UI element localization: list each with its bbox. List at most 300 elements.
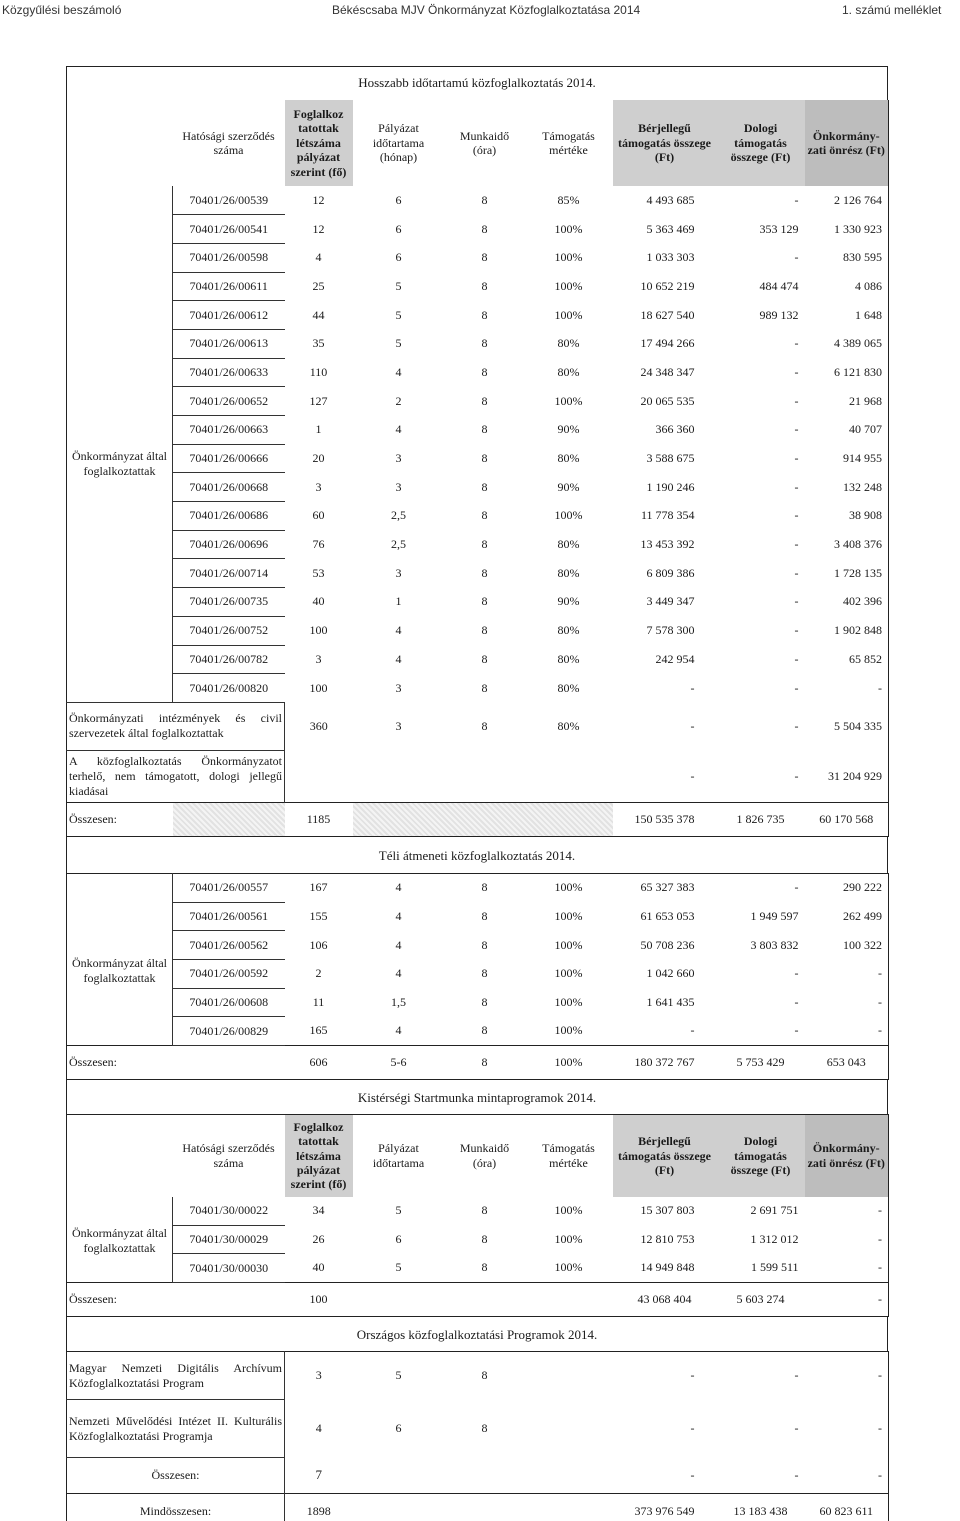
s1-wage: 3 449 347 [646, 594, 695, 609]
section3-total-wage: 43 068 404 [613, 1283, 717, 1317]
s2-rate: 100% [554, 966, 583, 981]
inst-wage: - [690, 718, 695, 733]
s1-wage: 242 954 [655, 651, 695, 666]
s1-contract-id: 70401/26/00820 [173, 674, 285, 703]
s1-wage: 17 494 266 [640, 336, 695, 351]
grand-total-wage: 373 976 549 [634, 1504, 695, 1519]
s1-material: - [794, 680, 799, 695]
s3-hours: 8 [481, 1203, 488, 1218]
s1-material: 989 132 [759, 307, 799, 322]
s1-row [67, 272, 889, 301]
s2-wage: 61 653 053 [640, 908, 695, 923]
s1-row [67, 215, 889, 244]
s2-headcount: 165 [309, 1023, 328, 1038]
grand-total-headcount: 1898 [306, 1504, 331, 1519]
section1-table [66, 100, 889, 837]
s1-own: 2 126 764 [834, 192, 882, 207]
s1-group-label: Önkormányzat által foglalkoztattak [67, 186, 173, 702]
grand-total-label: Mindösszesen: [67, 1494, 285, 1521]
s1-row [67, 559, 889, 588]
s2-contract-id: 70401/26/00561 [173, 902, 285, 931]
s1-hours: 8 [481, 651, 488, 666]
s2-own: 100 322 [843, 937, 882, 952]
s1-rate: 80% [557, 565, 580, 580]
section1-title: Hosszabb időtartamú közfoglalkoztatás 2014. [66, 66, 888, 100]
program-1-wage: - [690, 1368, 695, 1383]
s1-material: - [794, 594, 799, 609]
section2-total-duration: 5-6 [353, 1046, 445, 1080]
s1-duration: 4 [395, 623, 402, 638]
s1-rate: 80% [557, 336, 580, 351]
s1-wage: 6 809 386 [646, 565, 695, 580]
s1-contract-id: 70401/26/00752 [173, 616, 285, 645]
s1-rate: 80% [557, 651, 580, 666]
s3-wage: 15 307 803 [640, 1203, 695, 1218]
s1-hours: 8 [481, 336, 488, 351]
s3-row [67, 1197, 889, 1226]
s1-hours: 8 [481, 565, 488, 580]
inst-material: - [794, 718, 799, 733]
s2-hours: 8 [481, 908, 488, 923]
section3-total-label: Összesen: [67, 1283, 173, 1317]
section2-total-rate: 100% [525, 1046, 613, 1080]
s1-headcount: 12 [312, 192, 325, 207]
s1-rate: 80% [557, 364, 580, 379]
s1-hours: 8 [481, 537, 488, 552]
program-2-label: Nemzeti Művelődési Intézet II. Kulturális Közfoglalkoztatási Programja [67, 1400, 285, 1458]
cost-own: 31 204 929 [828, 768, 882, 783]
s1-hours: 8 [481, 680, 488, 695]
s3-own: - [878, 1260, 882, 1275]
s2-wage: 1 641 435 [646, 994, 695, 1009]
s1-hours: 8 [481, 221, 488, 236]
inst-hours: 8 [481, 718, 488, 733]
s1-hours: 8 [481, 393, 488, 408]
s1-row [67, 387, 889, 416]
section2-total-label: Összesen: [67, 1046, 173, 1080]
s2-own: - [878, 1023, 882, 1038]
s3-group-label: Önkormányzat által foglalkoztattak [67, 1197, 173, 1283]
s2-duration: 4 [395, 908, 402, 923]
s2-material: 3 803 832 [750, 937, 799, 952]
cost-label: A közfoglalkoztatás Önkormányzatot terhelő, nem támogatott, dologi jellegű kiadásai [67, 750, 285, 802]
s1-material: - [794, 336, 799, 351]
section2-total-own: 653 043 [805, 1046, 889, 1080]
s1-duration: 2,5 [391, 537, 406, 552]
s1-material: 484 474 [759, 278, 799, 293]
s1-rate: 100% [554, 307, 583, 322]
section2-title: Téli átmeneti közfoglalkoztatás 2014. [66, 837, 888, 873]
inst-label: Önkormányzati intézmények és civil szervezetek által foglalkoztattak [67, 702, 285, 750]
s1-rate: 80% [557, 451, 580, 466]
s2-duration: 4 [395, 880, 402, 895]
s1-material: 353 129 [759, 221, 799, 236]
empty-corner [67, 100, 173, 186]
s3-headcount: 34 [312, 1203, 325, 1218]
s1-own: 132 248 [843, 479, 882, 494]
s1-duration: 5 [395, 307, 402, 322]
s1-own: 4 389 065 [834, 336, 882, 351]
inst-rate: 80% [557, 718, 580, 733]
s2-contract-id: 70401/26/00608 [173, 988, 285, 1017]
s1-rate: 100% [554, 250, 583, 265]
s1-headcount: 4 [315, 250, 322, 265]
s1-duration: 2 [395, 393, 402, 408]
s2-own: - [878, 994, 882, 1009]
s2-headcount: 11 [312, 994, 325, 1009]
s1-contract-id: 70401/26/00598 [173, 243, 285, 272]
s2-row [67, 1017, 889, 1046]
program-1-headcount: 3 [315, 1368, 322, 1383]
col3-material: Dologi támogatás összege (Ft) [717, 1115, 805, 1197]
s1-material: - [794, 250, 799, 265]
s2-row [67, 931, 889, 960]
s1-material: - [794, 651, 799, 666]
s1-row [67, 530, 889, 559]
col-contract: Hatósági szerződés száma [182, 128, 275, 157]
s1-wage: 1 190 246 [646, 479, 695, 494]
section4-total-own: - [878, 1467, 882, 1482]
grand-total-own: 60 823 611 [819, 1504, 874, 1519]
s1-row [67, 616, 889, 645]
s3-rate: 100% [554, 1232, 583, 1247]
s1-duration: 4 [395, 422, 402, 437]
s1-material: - [794, 508, 799, 523]
s1-wage: 3 588 675 [646, 451, 695, 466]
s3-headcount: 26 [312, 1232, 325, 1247]
s1-own: 914 955 [843, 451, 882, 466]
page-header [0, 0, 960, 22]
s1-own: 3 408 376 [834, 537, 882, 552]
s1-contract-id: 70401/26/00663 [173, 416, 285, 445]
s1-contract-id: 70401/26/00541 [173, 215, 285, 244]
s2-row [67, 902, 889, 931]
s1-row [67, 588, 889, 617]
s1-own: 21 968 [849, 393, 882, 408]
s3-rate: 100% [554, 1260, 583, 1275]
col3-contract: Hatósági szerződés száma [182, 1141, 275, 1170]
header-left: Közgyűlési beszámoló [2, 3, 122, 17]
s1-wage: 4 493 685 [646, 192, 695, 207]
s3-material: 2 691 751 [750, 1203, 799, 1218]
s1-wage: 10 652 219 [640, 278, 695, 293]
section3-total-own: - [805, 1283, 889, 1317]
grand-total-row [67, 1494, 889, 1521]
s1-rate: 80% [557, 537, 580, 552]
s1-hours: 8 [481, 479, 488, 494]
grand-total-material: 13 183 438 [733, 1504, 788, 1519]
s1-headcount: 3 [315, 479, 322, 494]
s2-group-label: Önkormányzat által foglalkoztattak [67, 873, 173, 1045]
s2-rate: 100% [554, 994, 583, 1009]
s1-duration: 3 [395, 479, 402, 494]
s2-hours: 8 [481, 1023, 488, 1038]
section1-total-own: 60 170 568 [805, 802, 889, 836]
s2-hours: 8 [481, 880, 488, 895]
s1-wage: 13 453 392 [640, 537, 695, 552]
program-2-own: - [878, 1421, 882, 1436]
s1-rate: 100% [554, 508, 583, 523]
section4-table [66, 1351, 889, 1521]
s1-hours: 8 [481, 451, 488, 466]
s1-hours: 8 [481, 278, 488, 293]
s1-duration: 1 [395, 594, 402, 609]
s3-duration: 5 [395, 1203, 402, 1218]
s2-rate: 100% [554, 1023, 583, 1038]
s1-material: - [794, 451, 799, 466]
s2-wage: 1 042 660 [646, 966, 695, 981]
s1-headcount: 1 [315, 422, 322, 437]
section1-total-wage: 150 535 378 [613, 802, 717, 836]
s3-headcount: 40 [312, 1260, 325, 1275]
s1-material: - [794, 623, 799, 638]
s3-duration: 6 [395, 1232, 402, 1247]
section1-header-row [67, 100, 889, 186]
section2-total-material: 5 753 429 [717, 1046, 805, 1080]
program-1-label: Magyar Nemzeti Digitális Archívum Közfoglalkoztatási Program [67, 1352, 285, 1400]
s3-hours: 8 [481, 1232, 488, 1247]
s1-row [67, 243, 889, 272]
s1-row [67, 444, 889, 473]
program-row-2 [67, 1400, 889, 1458]
col3-duration: Pályázat időtartama [372, 1141, 425, 1170]
s1-rate: 90% [557, 594, 580, 609]
section4-total-row [67, 1458, 889, 1494]
s2-headcount: 167 [309, 880, 328, 895]
s1-material: - [794, 393, 799, 408]
s2-contract-id: 70401/26/00557 [173, 873, 285, 902]
s1-headcount: 60 [312, 508, 325, 523]
s1-duration: 5 [395, 336, 402, 351]
section4-total-label: Összesen: [67, 1458, 285, 1494]
s1-rate: 100% [554, 221, 583, 236]
s1-duration: 3 [395, 680, 402, 695]
s3-own: - [878, 1232, 882, 1247]
section4-total-wage: - [690, 1467, 695, 1482]
program-1-own: - [878, 1368, 882, 1383]
s2-wage: - [690, 1023, 695, 1038]
s3-material: 1 312 012 [750, 1232, 799, 1247]
s1-wage: 366 360 [655, 422, 695, 437]
s3-duration: 5 [395, 1260, 402, 1275]
s1-wage: 24 348 347 [640, 364, 695, 379]
section3-total-headcount: 100 [285, 1283, 353, 1317]
s1-material: - [794, 422, 799, 437]
s1-wage: 5 363 469 [646, 221, 695, 236]
report-table [66, 66, 888, 1521]
s1-row [67, 358, 889, 387]
s1-own: 830 595 [843, 250, 882, 265]
s1-row [67, 645, 889, 674]
s1-contract-id: 70401/26/00666 [173, 444, 285, 473]
inst-duration: 3 [395, 718, 402, 733]
section3-table [66, 1114, 889, 1317]
s1-rate: 100% [554, 278, 583, 293]
s1-hours: 8 [481, 250, 488, 265]
section3-total-material: 5 603 274 [717, 1283, 805, 1317]
s3-row [67, 1254, 889, 1283]
s1-row [67, 301, 889, 330]
s1-duration: 6 [395, 192, 402, 207]
program-1-duration: 5 [395, 1368, 402, 1383]
s1-material: - [794, 479, 799, 494]
s1-row [67, 186, 889, 215]
section4-total-material: - [794, 1467, 799, 1482]
s1-wage: 18 627 540 [640, 307, 695, 322]
s1-headcount: 110 [309, 364, 328, 379]
s2-contract-id: 70401/26/00562 [173, 931, 285, 960]
col-duration: Pályázat időtartama (hónap) [372, 121, 425, 165]
section2-total-row [67, 1046, 889, 1080]
section4-title: Országos közfoglalkoztatási Programok 2014. [66, 1317, 888, 1351]
s2-rate: 100% [554, 937, 583, 952]
s1-contract-id: 70401/26/00686 [173, 502, 285, 531]
s1-rate: 80% [557, 623, 580, 638]
s1-duration: 6 [395, 250, 402, 265]
s2-own: 290 222 [843, 880, 882, 895]
s2-own: - [878, 966, 882, 981]
s1-contract-id: 70401/26/00612 [173, 301, 285, 330]
s1-headcount: 53 [312, 565, 325, 580]
s1-duration: 4 [395, 651, 402, 666]
s2-duration: 4 [395, 937, 402, 952]
s2-material: - [794, 994, 799, 1009]
s2-material: - [794, 966, 799, 981]
s2-rate: 100% [554, 908, 583, 923]
s1-own: 6 121 830 [834, 364, 882, 379]
s1-row [67, 473, 889, 502]
s1-rate: 85% [557, 192, 580, 207]
section4-total-headcount: 7 [315, 1467, 322, 1483]
s2-wage: 65 327 383 [640, 880, 695, 895]
s1-own: 1 330 923 [834, 221, 882, 236]
s1-headcount: 3 [315, 651, 322, 666]
program-2-hours: 8 [481, 1421, 488, 1436]
s2-hours: 8 [481, 994, 488, 1009]
header-right: 1. számú melléklet [842, 3, 942, 17]
col-own: Önkormány-zati önrész (Ft) [805, 100, 889, 186]
program-2-duration: 6 [395, 1421, 402, 1436]
s1-wage: 1 033 303 [646, 250, 695, 265]
s2-material: 1 949 597 [750, 908, 799, 923]
s3-material: 1 599 511 [750, 1260, 799, 1275]
s1-wage: 7 578 300 [646, 623, 695, 638]
section1-total-headcount: 1185 [285, 802, 353, 836]
s1-rate: 100% [554, 393, 583, 408]
cost-row [67, 750, 889, 802]
s1-headcount: 40 [312, 594, 325, 609]
s1-duration: 3 [395, 565, 402, 580]
s1-duration: 4 [395, 364, 402, 379]
s1-headcount: 25 [312, 278, 325, 293]
s1-headcount: 100 [309, 680, 328, 695]
s1-rate: 80% [557, 680, 580, 695]
s1-headcount: 100 [309, 623, 328, 638]
s3-wage: 14 949 848 [640, 1260, 695, 1275]
s1-material: - [794, 192, 799, 207]
s1-wage: - [690, 680, 695, 695]
s1-duration: 6 [395, 221, 402, 236]
col3-rate: Támogatás mértéke [542, 1141, 595, 1170]
header-center: Békéscsaba MJV Önkormányzat Közfoglalkoztatása 2014 [332, 3, 641, 17]
s1-own: 40 707 [849, 422, 882, 437]
section3-total-row [67, 1283, 889, 1317]
inst-headcount: 360 [309, 718, 328, 733]
inst-row [67, 702, 889, 750]
inst-own: 5 504 335 [834, 718, 882, 733]
s1-contract-id: 70401/26/00735 [173, 588, 285, 617]
s3-row [67, 1225, 889, 1254]
s1-own: 4 086 [855, 278, 882, 293]
s2-rate: 100% [554, 880, 583, 895]
s1-own: 1 902 848 [834, 623, 882, 638]
section2-total-wage: 180 372 767 [613, 1046, 717, 1080]
s2-row [67, 873, 889, 902]
s3-rate: 100% [554, 1203, 583, 1218]
section1-total-material: 1 826 735 [717, 802, 805, 836]
s1-contract-id: 70401/26/00613 [173, 329, 285, 358]
s1-contract-id: 70401/26/00611 [173, 272, 285, 301]
s1-contract-id: 70401/26/00782 [173, 645, 285, 674]
s2-material: - [794, 880, 799, 895]
s1-headcount: 44 [312, 307, 325, 322]
s1-hours: 8 [481, 192, 488, 207]
section3-title: Kistérségi Startmunka mintaprogramok 2014. [66, 1080, 888, 1114]
s1-own: 65 852 [849, 651, 882, 666]
s2-duration: 1,5 [391, 994, 406, 1009]
s2-material: - [794, 1023, 799, 1038]
col3-hours: Munkaidő (óra) [459, 1141, 510, 1170]
col-material: Dologi támogatás összege (Ft) [717, 100, 805, 186]
section1-total-label: Összesen: [67, 802, 173, 836]
s3-contract-id: 70401/30/00030 [173, 1254, 285, 1283]
s2-duration: 4 [395, 966, 402, 981]
s1-own: 1 728 135 [834, 565, 882, 580]
s1-duration: 2,5 [391, 508, 406, 523]
s1-headcount: 76 [312, 537, 325, 552]
s1-contract-id: 70401/26/00633 [173, 358, 285, 387]
program-2-wage: - [690, 1421, 695, 1436]
section3-header-row [67, 1115, 889, 1197]
program-1-material: - [794, 1368, 799, 1383]
program-2-material: - [794, 1421, 799, 1436]
section2-total-hours: 8 [445, 1046, 525, 1080]
s1-contract-id: 70401/26/00714 [173, 559, 285, 588]
s1-duration: 5 [395, 278, 402, 293]
program-1-hours: 8 [481, 1368, 488, 1383]
col3-headcount: Foglalkoz tatottak létszáma pályázat szerint (fő) [285, 1115, 353, 1197]
s1-contract-id: 70401/26/00668 [173, 473, 285, 502]
s1-material: - [794, 537, 799, 552]
s1-hours: 8 [481, 364, 488, 379]
s1-duration: 3 [395, 451, 402, 466]
s1-material: - [794, 565, 799, 580]
s1-headcount: 12 [312, 221, 325, 236]
s1-headcount: 20 [312, 451, 325, 466]
s1-hours: 8 [481, 623, 488, 638]
s2-headcount: 155 [309, 908, 328, 923]
s1-own: 402 396 [843, 594, 882, 609]
col3-own: Önkormány-zati önrész (Ft) [805, 1115, 889, 1197]
s1-rate: 90% [557, 422, 580, 437]
s1-hours: 8 [481, 422, 488, 437]
s3-hours: 8 [481, 1260, 488, 1275]
s2-headcount: 106 [309, 937, 328, 952]
s1-headcount: 35 [312, 336, 325, 351]
s1-own: 38 908 [849, 508, 882, 523]
program-row-1 [67, 1352, 889, 1400]
s1-row [67, 416, 889, 445]
